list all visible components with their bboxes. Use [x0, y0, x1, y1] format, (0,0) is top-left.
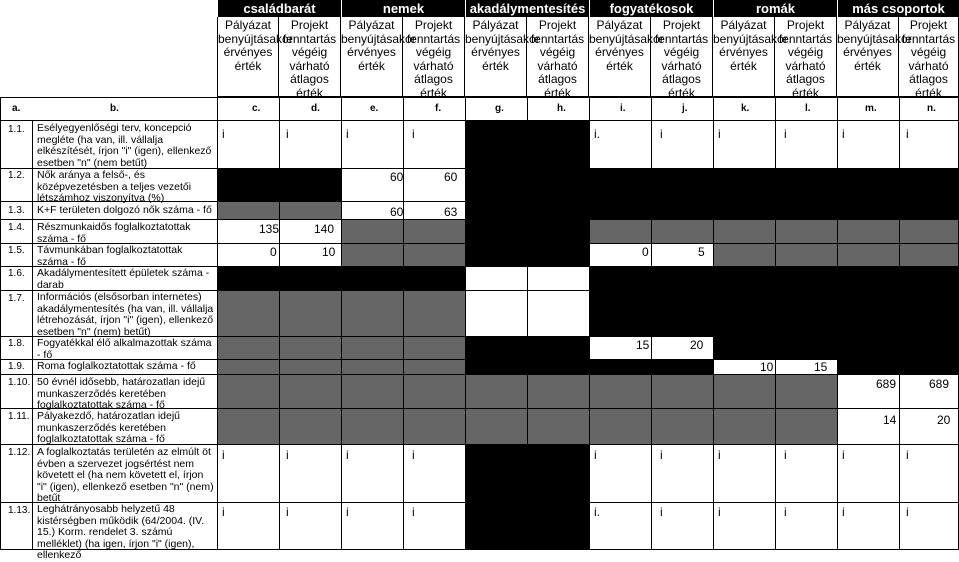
subheader-b: Projekt fenntartás végéig várható átlagos érték	[899, 17, 959, 97]
subheader-a: Pályázat benyújtásakor érvényes érték	[837, 17, 899, 97]
col-letter: i.	[620, 103, 626, 114]
cell-value: i	[286, 127, 289, 141]
cell-value: 15	[814, 360, 828, 374]
col-line	[217, 97, 218, 550]
col-letter: g.	[495, 103, 504, 114]
group-mas-csoportok: más csoportok	[837, 0, 959, 17]
row-number: 1.9.	[8, 361, 25, 372]
col-line	[837, 97, 838, 550]
row-number: 1.3.	[8, 205, 25, 216]
col-line	[775, 97, 776, 550]
col-line	[589, 97, 590, 550]
col-line	[899, 97, 900, 550]
subheader-b: Projekt fenntartás végéig várható átlagos érték	[651, 17, 713, 97]
cell-value: i	[842, 448, 845, 462]
row-number: 1.11.	[8, 411, 30, 422]
col-line	[32, 120, 33, 550]
cell-value: i	[222, 505, 225, 519]
cell-value: 63	[444, 205, 458, 219]
cell-value: i	[222, 127, 225, 141]
cell-value: i.	[594, 127, 600, 141]
row-label: 50 évnél idősebb, határozatlan idejű munkaszerződés keretében foglalkoztatottak száma - fő	[37, 376, 206, 411]
cell-value: i	[842, 127, 845, 141]
cell-value: i	[286, 505, 289, 519]
subheader-b: Projekt fenntartás végéig várható átlagos érték	[527, 17, 589, 97]
fill-black	[589, 266, 959, 290]
col-line	[527, 97, 528, 550]
cell-value: i	[346, 448, 349, 462]
cell-value: 60	[390, 170, 404, 184]
row-number: 1.5.	[8, 245, 25, 256]
row-line	[0, 120, 959, 121]
cell-value: i	[784, 448, 787, 462]
group-nemek: nemek	[341, 0, 465, 17]
col-line	[651, 97, 652, 550]
row-line	[0, 219, 959, 220]
col-line	[403, 97, 404, 550]
row-label: Fogyatékkal élő alkalmazottak száma - fő	[37, 337, 212, 361]
subheader-a: Pályázat benyújtásakor érvényes érték	[713, 17, 775, 97]
row-number: 1.1.	[8, 124, 25, 135]
subheader-a: Pályázat benyújtásakor érvényes érték	[465, 17, 527, 97]
col-letter: m.	[865, 103, 877, 114]
cell-value: i	[660, 505, 663, 519]
col-letter: l.	[805, 103, 811, 114]
cell-value: 0	[642, 245, 649, 259]
group-fogyatekosok: fogyatékosok	[589, 0, 713, 17]
subheader-b: Projekt fenntartás végéig várható átlagos érték	[403, 17, 465, 97]
cell-value: i	[412, 448, 415, 462]
subheader-b: Projekt fenntartás végéig várható átlagos érték	[775, 17, 837, 97]
col-letter: h.	[557, 103, 566, 114]
row-number: 1.6.	[8, 268, 25, 279]
col-letter: f.	[435, 103, 442, 114]
row-label: A foglalkoztatás területén az elmúlt öt évben a szervezet jogsértést nem követett el (ha nem követett el, írjon "i" (igen), ellenkező esetben "n" (nem) betűt	[37, 446, 214, 504]
cell-value: i	[906, 127, 909, 141]
fill-grey	[589, 219, 959, 243]
fill-black	[713, 336, 959, 359]
cell-value: i	[412, 505, 415, 519]
cell-value: i	[346, 127, 349, 141]
row-number: 1.8.	[8, 338, 25, 349]
cell-value: 0	[270, 245, 277, 259]
col-line	[341, 97, 342, 550]
cell-value: i	[842, 505, 845, 519]
cell-value: 20	[690, 338, 704, 352]
cell-value: 60	[444, 170, 458, 184]
fill-black	[465, 168, 959, 201]
cell-value: i	[718, 127, 721, 141]
cell-value: i	[660, 127, 663, 141]
row-label: K+F területen dolgozó nők száma - fő	[37, 204, 212, 216]
row-label: Távmunkában foglalkoztatottak száma - fő	[37, 244, 183, 268]
row-number: 1.2.	[8, 170, 25, 181]
group-csaladbarat: családbarát	[217, 0, 341, 17]
row-number: 1.4.	[8, 222, 25, 233]
col-letter: k.	[741, 103, 750, 114]
cell-value: 135	[259, 222, 280, 236]
row-label: Információs (elsősorban internetes) akadálymentesítés (ha van, ill. vállalja létrehozását, írjon "i" (igen), ellenkező esetben "n" (nem) betűt)	[37, 291, 214, 338]
cell-value: i	[594, 448, 597, 462]
fill-black	[589, 290, 959, 336]
group-romak: romák	[713, 0, 837, 17]
group-akadalymentesites: akadálymentesítés	[465, 0, 589, 17]
row-number: 1.13.	[8, 505, 31, 516]
row-number: 1.7.	[8, 293, 25, 304]
col-letter: e.	[370, 103, 379, 114]
col-letter: d.	[311, 103, 320, 114]
row-number: 1.10.	[8, 377, 31, 388]
fill-black	[837, 359, 959, 374]
row-label: Leghátrányosabb helyzetű 48 kistérségben működik (64/2004. (IV. 15.) Korm. rendelet 3. számú melléklet) (ha igen, írjon "i" (igen), ellenkező	[37, 503, 205, 561]
subheader-b: Projekt fenntartás végéig várható átlagos érték	[279, 17, 341, 97]
row-label: Roma foglalkoztatottak száma - fő	[37, 360, 196, 372]
cell-value: i	[718, 505, 721, 519]
cell-value: i	[784, 127, 787, 141]
fill-black	[465, 201, 959, 219]
fill-grey	[713, 243, 959, 266]
cell-value: i	[906, 505, 909, 519]
row-label: Nők aránya a felső-, és középvezetésben a teljes vezetői létszámhoz viszonyítva (%)	[37, 169, 192, 204]
col-line	[713, 97, 714, 550]
cell-value: i	[286, 448, 289, 462]
cell-value: 10	[760, 360, 774, 374]
subheader-a: Pályázat benyújtásakor érvényes érték	[589, 17, 651, 97]
cell-value: i	[906, 448, 909, 462]
col-letter: b.	[110, 103, 119, 114]
cell-value: 15	[636, 338, 650, 352]
col-line	[465, 97, 466, 550]
cell-value: 10	[322, 245, 336, 259]
row-label: Pályakezdő, határozatlan idejű munkaszerződés keretében foglalkoztatottak száma - fő	[37, 410, 181, 445]
cell-value: 60	[390, 205, 404, 219]
row-label: Részmunkaidős foglalkoztatottak száma - fő	[37, 221, 191, 245]
row-label: Akadálymentesített épületek száma - darab	[37, 267, 210, 291]
col-line	[279, 97, 280, 550]
cell-value: 5	[698, 245, 705, 259]
col-letter: n.	[927, 103, 936, 114]
row-line	[0, 374, 959, 375]
cell-value: i.	[594, 505, 600, 519]
column-letter-row	[0, 97, 959, 121]
cell-value: 20	[937, 413, 951, 427]
col-line	[0, 97, 1, 550]
cell-value: 14	[883, 413, 897, 427]
row-label: Esélyegyenlőségi terv, koncepció megléte (ha van, ill. vállalja elkészítését, írjon "i" (igen), ellenkező esetben "n" (nem betűt)	[37, 122, 212, 169]
col-letter: c.	[252, 103, 261, 114]
cell-value: i	[412, 127, 415, 141]
col-letter: a.	[12, 103, 21, 114]
subheader-a: Pályázat benyújtásakor érvényes érték	[341, 17, 403, 97]
row-number: 1.12.	[8, 447, 31, 458]
cell-value: 140	[314, 222, 335, 236]
cell-value: 689	[876, 377, 897, 391]
cell-value: i	[346, 505, 349, 519]
cell-value: i	[718, 448, 721, 462]
cell-value: 689	[929, 377, 950, 391]
subheader-a: Pályázat benyújtásakor érvényes érték	[217, 17, 279, 97]
cell-value: i	[222, 448, 225, 462]
col-letter: j.	[682, 103, 688, 114]
cell-value: i	[784, 505, 787, 519]
cell-value: i	[660, 448, 663, 462]
